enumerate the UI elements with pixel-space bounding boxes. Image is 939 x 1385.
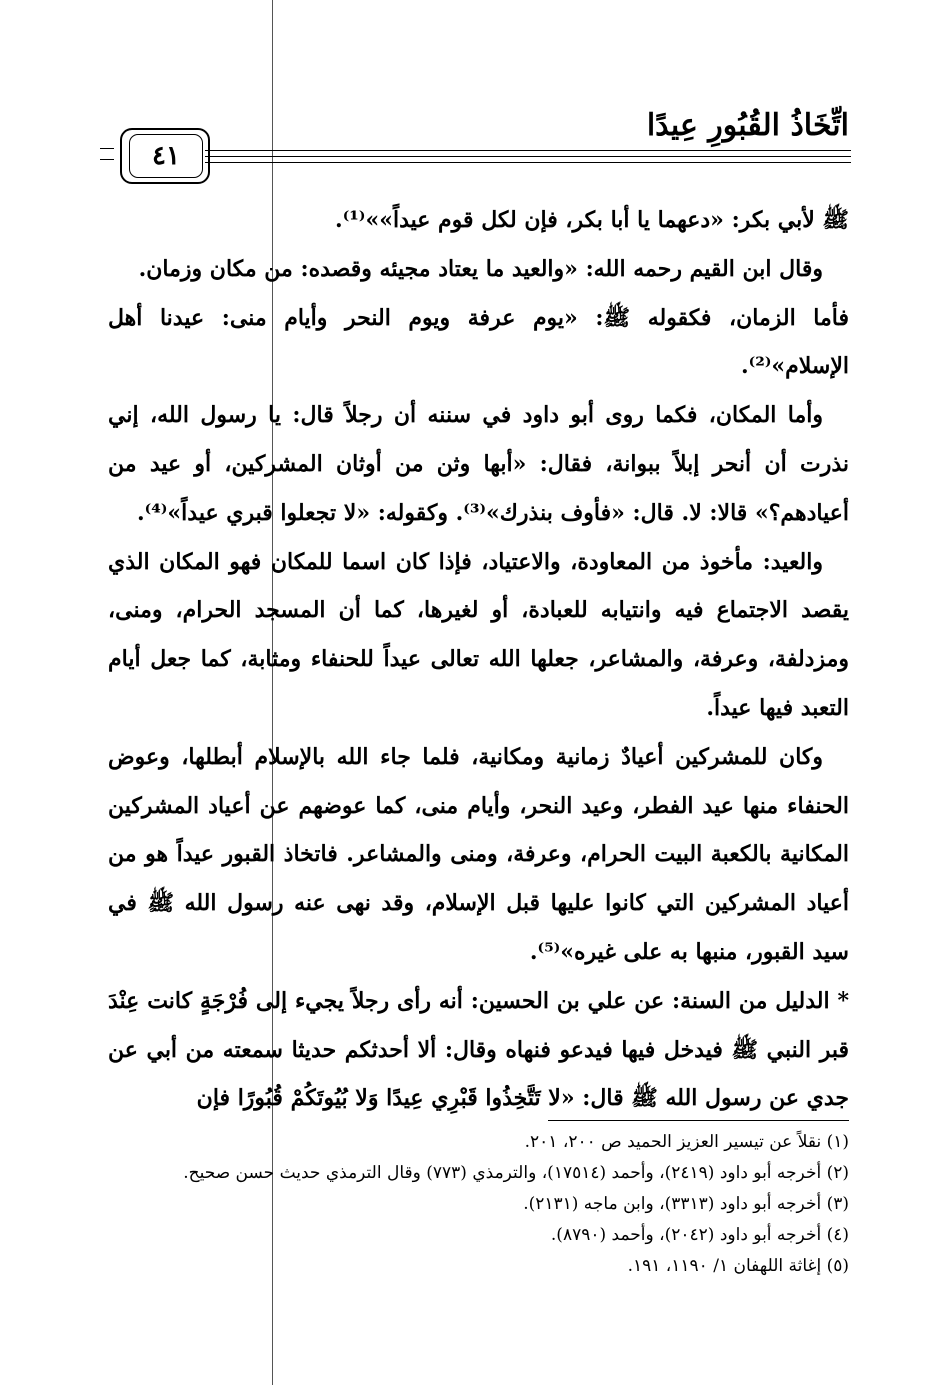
paragraph: ﷺ لأبي بكر: «دعهما يا أبا بكر، فإن لكل قوم عيداً»»⁽¹⁾. (335, 207, 849, 233)
footnote: (٥) إغاثة اللهفان ١/ ١١٩٠، ١٩١. (627, 1256, 849, 1276)
running-header-title: اتِّخَاذُ القُبُورِ عِيدًا (646, 108, 849, 143)
paragraph: والعيد: مأخوذ من المعاودة، والاعتياد، فإذا كان اسما للمكان فهو المكان الذي يقصد الاجتماع فيه وانتيابه للعبادة، أو لغيرها، كما أن المسجد الحرام، ومنى، ومزدلفة، وعرفة، والمشاعر، جعلها الله تعالى عيداً للحنفاء ومثابة، كما جعل أيام التعبد فيها عيداً. (108, 548, 849, 721)
footnote-separator (548, 1120, 849, 1121)
header-rule (205, 150, 851, 151)
footnote: (٣) أخرجه أبو داود (٣٣١٣)، وابن ماجه (٢١٣١). (523, 1194, 849, 1214)
footnotes (108, 1127, 849, 1282)
paragraph: وأما المكان، فكما روى أبو داود في سننه أن رجلاً قال: يا رسول الله، إني نذرت أن أنحر إبلاً ببوانة، فقال: «أبها وثن من أوثان المشركين، أو عيد من أعيادهم؟» قالا: لا. قال: «فأوف بنذرك»⁽³⁾. وكقوله: «لا تجعلوا قبري عيداً»⁽⁴⁾. (108, 402, 849, 526)
header-rule (205, 162, 851, 163)
header-rule (205, 156, 851, 157)
paragraph: فأما الزمان، فكقوله ﷺ: «يوم عرفة ويوم النحر وأيام منى: عيدنا أهل الإسلام»⁽²⁾. (108, 304, 849, 380)
paragraph: * الدليل من السنة: عن علي بن الحسين: أنه رأى رجلاً يجيء إلى فُرْجَةٍ كانت عِنْدَ قبر النبي ﷺ فيدخل فيها فيدعو فنهاه وقال: ألا أحدثكم حديثا سمعته من أبي عن جدي عن رسول الله ﷺ قال: «لا تَتَّخِذُوا قَبْرِي عِيدًا وَلا بُيُوتَكُمْ قُبُورًا فإن (108, 987, 849, 1112)
paragraph: وكان للمشركين أعيادٌ زمانية ومكانية، فلما جاء الله بالإسلام أبطلها، وعوض الحنفاء منها عيد الفطر، وعيد النحر، وأيام منى، كما عوضهم عن أعياد المشركين المكانية بالكعبة البيت الحرام، وعرفة، ومنى والمشاعر. فاتخاذ القبور عيداً هو من أعياد المشركين التي كانوا عليها قبل الإسلام، وقد نهى عنه رسول الله ﷺ في سيد القبور، منبها به على غيره»⁽⁵⁾. (108, 743, 849, 965)
body-text (108, 196, 849, 1123)
footnote: (١) نقلاً عن تيسير العزيز الحميد ص ٢٠٠، ٢٠١. (524, 1132, 849, 1152)
footnote: (٢) أخرجه أبو داود (٢٤١٩)، وأحمد (١٧٥١٤)، والترمذي (٧٧٣) وقال الترمذي حديث حسن صحيح. (183, 1163, 849, 1183)
header-ornament (100, 148, 114, 160)
paragraph: وقال ابن القيم رحمه الله: «والعيد ما يعتاد مجيئه وقصده: من مكان وزمان. (138, 255, 823, 282)
footnote: (٤) أخرجه أبو داود (٢٠٤٢)، وأحمد (٨٧٩٠). (550, 1225, 849, 1245)
page-number: ٤١ (129, 134, 203, 178)
